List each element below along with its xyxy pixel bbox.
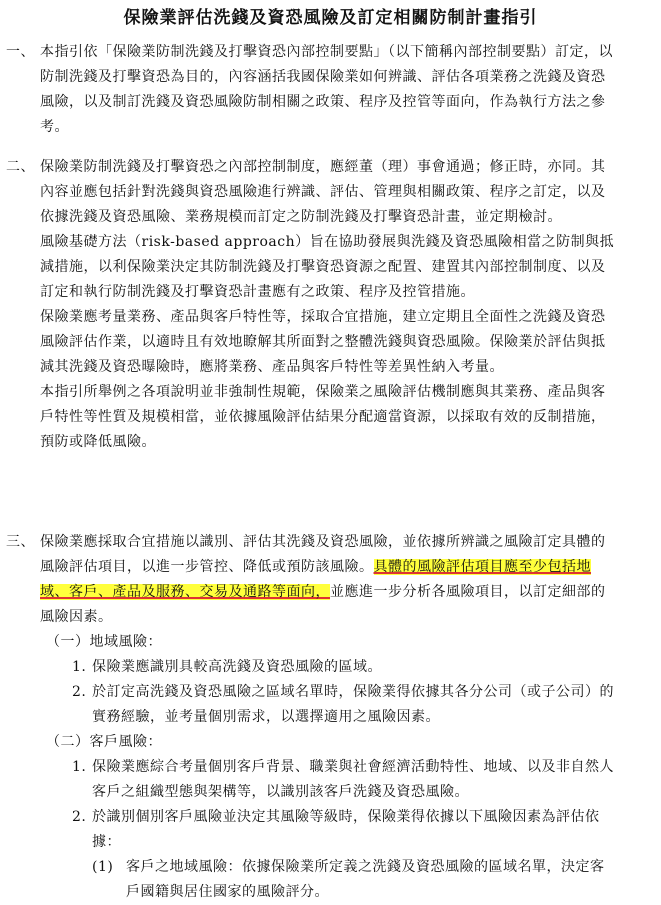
paragraph: 風險基礎方法（risk-based approach）旨在協助發展與洗錢及資恐風險相當之防制與抵減措施，以利保險業決定其防制洗錢及打擊資恐資源之配置、建置其內部控制制度、以及訂定和執行防制洗錢及打擊資恐計畫應有之政策、程序及控管措施。 [40, 234, 615, 300]
highlighted-text: 具體的風險評估項目應至少包括地域、客戶、產品及服務、交易及通路等面向， [40, 559, 591, 600]
subsection-heading: （二）客戶風險： [46, 734, 162, 750]
subsection-heading: （一）地域風險： [46, 634, 162, 650]
list-item [6, 805, 616, 855]
section-number: 一、 [6, 44, 35, 60]
section-number: 二、 [6, 159, 35, 175]
item-text: 保險業應綜合考量個別客戶背景、職業與社會經濟活動特性、地域、以及非自然人客戶之組織型態與架構等，以識別該客戶洗錢及資恐風險。 [92, 759, 614, 800]
paragraph: 保險業防制洗錢及打擊資恐之內部控制制度，應經董（理）事會通過；修正時，亦同。其內容並應包括針對洗錢與資恐風險進行辨識、評估、管理與相關政策、程序之訂定，以及依據洗錢及資恐風險、業務規模而訂定之防制洗錢及打擊資恐計畫，並定期檢討。 [40, 159, 606, 225]
section-2 [6, 155, 616, 455]
item-number: (1) [92, 859, 114, 875]
paragraph: 本指引所舉例之各項說明並非強制性規範，保險業之風險評估機制應與其業務、產品與客戶特性等性質及規模相當，並依據風險評估結果分配適當資源，以採取有效的反制措施，預防或降低風險。 [40, 384, 606, 450]
item-text: 於識別個別客戶風險並決定其風險等級時，保險業得依據以下風險因素為評估依據： [92, 809, 600, 850]
item-text: 客戶之地域風險：依據保險業所定義之洗錢及資恐風險的區域名單，決定客戶國籍與居住國家的風險評分。 [126, 859, 605, 900]
paragraph: 本指引依「保險業防制洗錢及打擊資恐內部控制要點」（以下簡稱內部控制要點）訂定，以防制洗錢及打擊資恐為目的，內容涵括我國保險業如何辨識、評估各項業務之洗錢及資恐風險，以及制訂洗錢及資恐風險防制相關之政策、程序及控管等面向，作為執行方法之參考。 [40, 44, 613, 135]
section-1 [6, 40, 616, 140]
item-text: 於訂定高洗錢及資恐風險之區域名單時，保險業得依據其各分公司（或子公司）的實務經驗，並考量個別需求，以選擇適用之風險因素。 [92, 684, 614, 725]
list-item [6, 655, 616, 680]
list-item [6, 680, 616, 730]
item-number: 2. [72, 684, 87, 700]
paragraph [40, 530, 616, 630]
list-item [6, 755, 616, 805]
paragraph: 保險業應考量業務、產品與客戶特性等，採取合宜措施，建立定期且全面性之洗錢及資恐風險評估作業，以適時且有效地瞭解其所面對之整體洗錢與資恐風險。保險業於評估與抵減其洗錢及資恐曝險時，應將業務、產品與客戶特性等差異性納入考量。 [40, 309, 606, 375]
item-number: 1. [72, 759, 87, 775]
paragraph-continuation: 並應進一步分析各風險項目，以訂定細部的風險因素。 [40, 584, 606, 625]
item-text: 保險業應識別具較高洗錢及資恐風險的區域。 [92, 659, 382, 675]
item-number: 1. [72, 659, 87, 675]
intro-text: 保險業應採取合宜措施以識別、評估其洗錢及資恐風險，並依據所辨識之風險訂定具體的風險評估項目，以進一步管控、降低或預防該風險。 [40, 534, 606, 575]
document-title: 保險業評估洗錢及資恐風險及訂定相關防制計畫指引 [123, 8, 538, 28]
sub-list-item [6, 855, 616, 905]
section-3 [6, 530, 616, 905]
section-number: 三、 [6, 534, 35, 550]
item-number: 2. [72, 809, 87, 825]
